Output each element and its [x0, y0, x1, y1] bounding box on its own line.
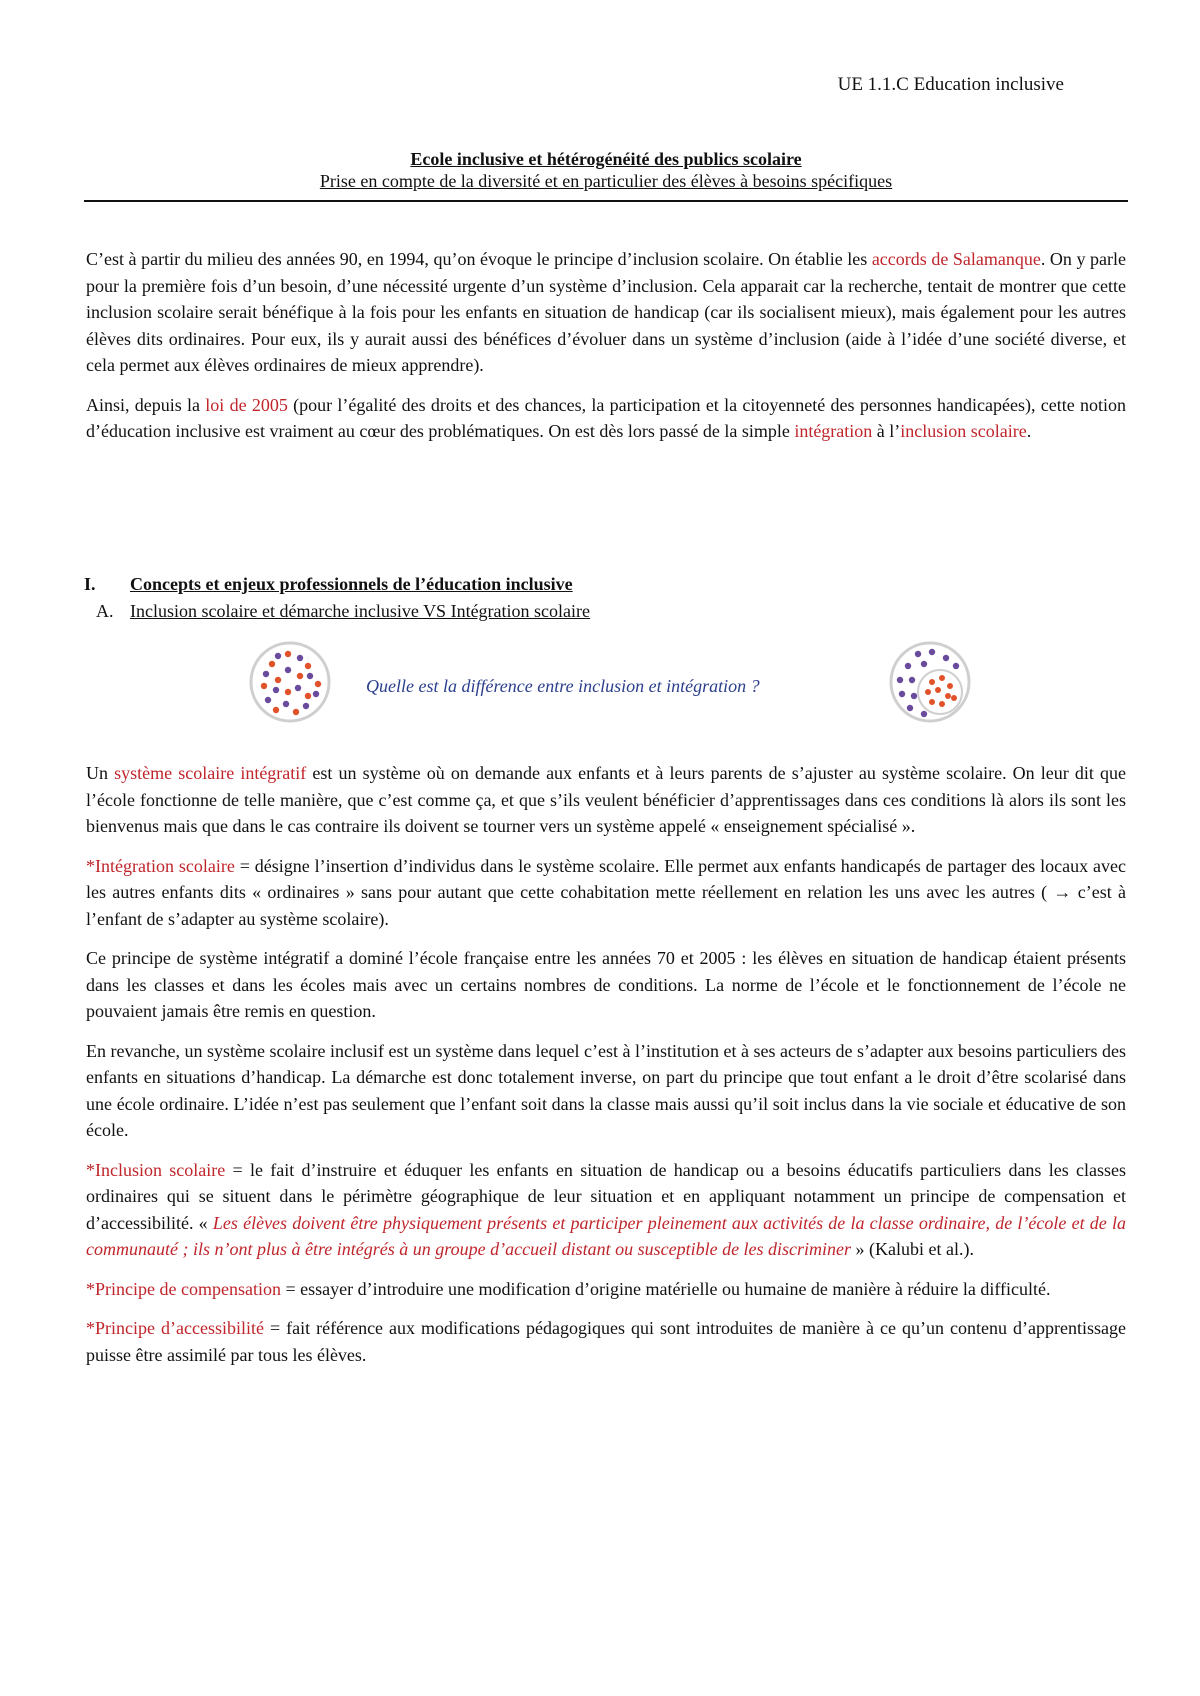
- main-title: Ecole inclusive et hétérogénéité des publics scolaire: [410, 149, 802, 169]
- highlight-inclusion: inclusion scolaire: [900, 421, 1027, 441]
- text-run: .: [1026, 421, 1032, 441]
- text-run: = désigne l’insertion d’individus dans le système scolaire. Elle permet aux enfants handicapés de partager des locaux avec les autres enfants dits « ordinaires » sans pour autant que cette cohabitation mette réellement en relation les uns avec les autres ( → c’est à l’enfant de s’adapter au système scolaire).: [86, 855, 1126, 929]
- intro-section: [86, 246, 1126, 458]
- text-run: à l’: [872, 421, 901, 441]
- paragraph-integratif: [86, 760, 1126, 840]
- definition-accessibilite: [86, 1315, 1126, 1368]
- main-section: [86, 760, 1126, 1381]
- integration-diagram-icon: [248, 640, 332, 724]
- text-run: . On y parle pour la première fois d’un besoin, d’une nécessité urgente d’un système d’inclusion. Cela apparait car la recherche, tentait de montrer que cette inclusion scolaire serait bénéfique à la fois pour les enfants en situation de handicap (car ils socialisent mieux), mais également pour les autres élèves dits ordinaires. Pour eux, ils y aurait aussi des bénéfices d’évoluer dans un système d’inclusion (aide à l’idée d’une société diverse, et cela permet aux élèves ordinaires de mieux apprendre).: [86, 249, 1126, 375]
- term-integration-scolaire: *Intégration scolaire: [86, 855, 235, 876]
- definition-compensation: [86, 1276, 1126, 1303]
- subsection-label: Inclusion scolaire et démarche inclusive VS Intégration scolaire: [130, 601, 591, 621]
- text-run: = essayer d’introduire une modification d’origine matérielle ou humaine de manière à réduire la difficulté.: [280, 1278, 1051, 1299]
- highlight-integration: intégration: [794, 421, 873, 441]
- definition-inclusion: [86, 1157, 1126, 1263]
- quote-kalubi: Les élèves doivent être physiquement présents et participer pleinement aux activités de la classe ordinaire, de l’école et de la communauté ; ils n’ont plus à être intégrés à un groupe d’accueil distant ou susceptible de les discriminer: [86, 1212, 1126, 1259]
- term-principe-accessibilite: *Principe d’accessibilité: [86, 1318, 264, 1338]
- term-principe-compensation: *Principe de compensation: [86, 1278, 281, 1299]
- text-run: = fait référence aux modifications pédagogiques qui sont introduites de manière à ce qu’un contenu d’apprentissage puisse être assimilé par tous les élèves.: [86, 1318, 1126, 1365]
- highlight-systeme-integratif: système scolaire intégratif: [114, 763, 307, 783]
- title-rule: [84, 200, 1128, 202]
- paragraph-historique: Ce principe de système intégratif a dominé l’école française entre les années 70 et 2005 : les élèves en situation de handicap étaient présents dans les classes et dans les écoles mais avec un certains nombres de conditions. La norme de l’école et le fonctionnement de l’école ne pouvaient jamais être remis en question.: [86, 948, 1126, 1021]
- section-heading-1: [84, 574, 573, 595]
- intro-paragraph-1: [86, 246, 1126, 379]
- inclusion-diagram-icon: [888, 640, 972, 724]
- text-run: Ainsi, depuis la: [86, 394, 206, 415]
- subsection-number: A.: [96, 601, 114, 621]
- text-run: (pour l’égalité des droits et des chances, la participation et la citoyenneté des personnes handicapées), cette notion d’éducation inclusive est vraiment au cœur des problématiques. On est dès lors passé de la simple: [86, 394, 1127, 441]
- question-text: Quelle est la différence entre inclusion et intégration ?: [366, 676, 760, 696]
- definition-integration: [86, 853, 1126, 933]
- text-run: est un système où on demande aux enfants et à leurs parents de s’ajuster au système scolaire. On leur dit que l’école fonctionne de telle manière, que c’est comme ça, et que s’ils veulent bénéficier d’apprentissages dans ces conditions là alors ils sont les bienvenus mais que dans le cas contraire ils doivent se tourner vers un système appelé « enseignement spécialisé ».: [86, 763, 1127, 836]
- highlight-salamanque: accords de Salamanque: [871, 249, 1041, 269]
- text-run: C’est à partir du milieu des années 90, en 1994, qu’on évoque le principe d’inclusion scolaire. On établie les: [86, 249, 872, 269]
- text-run: Un: [86, 763, 115, 783]
- highlight-loi-2005: loi de 2005: [205, 394, 288, 415]
- section-label: Concepts et enjeux professionnels de l’éducation inclusive: [130, 574, 573, 594]
- text-run: = le fait d’instruire et éduquer les enfants en situation de handicap ou a besoins éducatifs particuliers dans les classes ordinaires qui se situent dans le périmètre géographique de leur situation et en appliquant notamment un principe de compensation et d’accessibilité. «: [86, 1159, 1126, 1233]
- section-heading-1a: [96, 601, 590, 622]
- text-run: » (Kalubi et al.).: [851, 1239, 975, 1259]
- term-inclusion-scolaire: *Inclusion scolaire: [86, 1159, 226, 1180]
- intro-paragraph-2: [86, 392, 1126, 445]
- paragraph-inclusif: En revanche, un système scolaire inclusif est un système dans lequel c’est à l’institution et à ses acteurs de s’adapter aux besoins particuliers des enfants en situations d’handicap. La démarche est donc totalement inverse, on part du principe que tout enfant a le droit d’être scolarisé dans une école ordinaire. L’idée n’est pas seulement que l’enfant soit dans la classe mais aussi qu’il soit inclus dans la vie sociale et éducative de son école.: [86, 1040, 1126, 1140]
- course-header: UE 1.1.C Education inclusive: [837, 74, 1064, 95]
- subtitle: Prise en compte de la diversité et en particulier des élèves à besoins spécifiques: [319, 171, 893, 191]
- document-title: [84, 148, 1128, 192]
- section-number: I.: [84, 574, 96, 594]
